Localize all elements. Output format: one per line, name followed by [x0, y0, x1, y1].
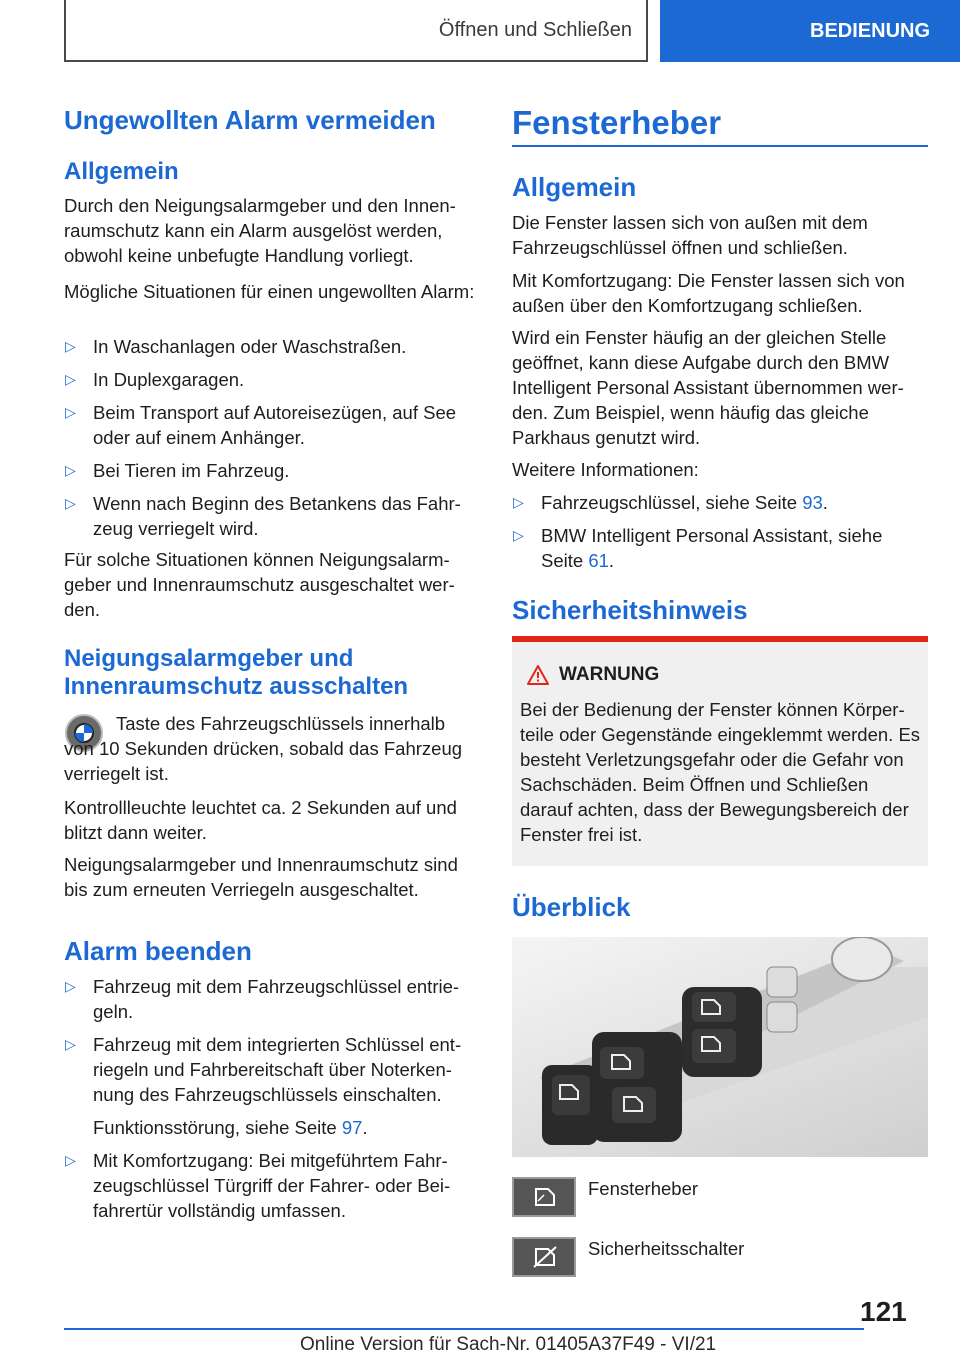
- paragraph-fenster-3: Wird ein Fenster häufig an der gleichen Stelle geöffnet, kann diese Aufgabe durch den BMW Intelligent Personal Assistant übernommen wer-den. Zum Beispiel, wenn häufig das gleiche Parkhaus genutzt wird.: [512, 327, 904, 448]
- list-item: ▷ Fahrzeug mit dem integrierten Schlüssel ent-riegeln und Fahrbereitschaft über Noterken-nung des Fahrzeugschlüssels einschalten. Funktionsstörung, siehe Seite 97.: [64, 1032, 476, 1140]
- paragraph-situations: Mögliche Situationen für einen ungewollten Alarm:: [64, 281, 475, 302]
- situations-list: [64, 334, 476, 541]
- list-item: ▷ Bei Tieren im Fahrzeug.: [65, 460, 290, 481]
- bullet-icon: ▷: [65, 978, 76, 994]
- heading-sicherheitshinweis: Sicherheitshinweis: [512, 595, 748, 625]
- bullet-icon: ▷: [65, 404, 76, 420]
- heading-allgemein-right: Allgemein: [512, 172, 637, 202]
- page-number: 121: [860, 1296, 907, 1327]
- bullet-icon: ▷: [65, 1036, 76, 1052]
- bullet-icon: ▷: [65, 495, 76, 511]
- bullet-icon: ▷: [513, 527, 524, 543]
- list-item: ▷ In Duplexgaragen.: [65, 369, 245, 390]
- list-item: ▷ Mit Komfortzugang: Bei mitgeführtem Fahr-zeugschlüssel Türgriff der Fahrer- oder Bei-fahrertür vollständig umfassen.: [65, 1150, 451, 1221]
- safety-switch-icon: [512, 1237, 576, 1277]
- section-tab: [64, 0, 648, 62]
- bullet-icon: ▷: [65, 1152, 76, 1168]
- page-link-93[interactable]: 93: [802, 492, 823, 513]
- window-switch-photo: [512, 937, 928, 1157]
- page-link-61[interactable]: 61: [588, 550, 609, 571]
- bullet-icon: ▷: [513, 494, 524, 510]
- paragraph-ausgeschaltet: Neigungsalarmgeber und Innenraumschutz sind bis zum erneuten Verriegeln ausgeschaltet.: [64, 854, 458, 900]
- warning-text: Bei der Bedienung der Fenster können Körper-teile oder Gegenstände eingeklemmt werden. Es besteht Verletzungsgefahr oder die Gefahr von Sachschäden. Beim Öffnen und Schließen darauf achten, dass der Bewegungsbereich der Fenster frei ist.: [520, 699, 921, 845]
- warning-box: [512, 642, 928, 866]
- heading-fensterheber: Fensterheber: [512, 104, 722, 141]
- list-item: ▷ In Waschanlagen oder Waschstraßen.: [65, 336, 407, 357]
- footer-online-version: Online Version für Sach-Nr. 01405A37F49 - VI/21: [300, 1334, 717, 1355]
- paragraph-weitere-info: Weitere Informationen:: [512, 459, 699, 480]
- paragraph-fenster-2: Mit Komfortzugang: Die Fenster lassen sich von außen über den Komfortzugang schließen.: [512, 270, 905, 316]
- list-item: ▷ Fahrzeug mit dem Fahrzeugschlüssel entrie-geln.: [65, 976, 460, 1022]
- paragraph-fenster-1: Die Fenster lassen sich von außen mit dem Fahrzeugschlüssel öffnen und schließen.: [512, 212, 868, 258]
- window-lifter-icon: [512, 1177, 576, 1217]
- icon-label-sicherheitsschalter: Sicherheitsschalter: [588, 1238, 745, 1259]
- paragraph-alarm-intro: Durch den Neigungsalarmgeber und den Innen-raumschutz kann ein Alarm ausgelöst werden, obwohl keine unbefugte Handlung vorliegt.: [64, 195, 456, 266]
- list-subitem: Funktionsstörung, siehe Seite 97.: [93, 1117, 368, 1138]
- heading-ungewollten-alarm: Ungewollten Alarm vermeiden: [64, 105, 436, 135]
- window-switch-illustration: [512, 937, 928, 1157]
- paragraph-ausschalten-info: Für solche Situationen können Neigungsalarm-geber und Innenraumschutz ausgeschaltet wer-den.: [64, 549, 455, 620]
- info-list: [512, 490, 928, 573]
- chapter-tab: [660, 0, 960, 62]
- paragraph-kontrollleuchte: Kontrollleuchte leuchtet ca. 2 Sekunden auf und blitzt dann weiter.: [64, 797, 457, 843]
- icon-label-fensterheber: Fensterheber: [588, 1178, 699, 1199]
- warning-triangle-icon: [526, 664, 550, 686]
- list-item: ▷ BMW Intelligent Personal Assistant, siehe Seite 61.: [513, 525, 883, 571]
- heading-alarm-beenden: Alarm beenden: [64, 936, 252, 966]
- list-item: ▷ Fahrzeugschlüssel, siehe Seite 93.: [513, 492, 828, 513]
- paragraph-taste: Taste des Fahrzeugschlüssels innerhalb von 10 Sekunden drücken, sobald das Fahrzeug verriegelt ist.: [64, 713, 463, 784]
- heading-allgemein-left: Allgemein: [64, 158, 179, 185]
- beenden-list: [64, 974, 476, 1223]
- chapter-title: BEDIENUNG: [810, 19, 931, 42]
- footer-rule: [64, 1328, 864, 1330]
- heading-neigungsalarm: Neigungsalarmgeber und Innenraumschutz ausschalten: [64, 645, 409, 700]
- section-title: Öffnen und Schließen: [438, 18, 632, 41]
- warning-title: WARNUNG: [559, 664, 660, 685]
- list-item: ▷ Wenn nach Beginn des Betankens das Fahr-zeug verriegelt wird.: [65, 493, 461, 539]
- page-link-97[interactable]: 97: [341, 1117, 363, 1138]
- bullet-icon: ▷: [65, 462, 76, 478]
- bullet-icon: ▷: [65, 371, 76, 387]
- list-item: ▷ Beim Transport auf Autoreisezügen, auf See oder auf einem Anhänger.: [65, 402, 457, 448]
- heading-ueberblick: Überblick: [512, 892, 631, 922]
- heading-rule: [512, 145, 928, 147]
- bullet-icon: ▷: [65, 338, 76, 354]
